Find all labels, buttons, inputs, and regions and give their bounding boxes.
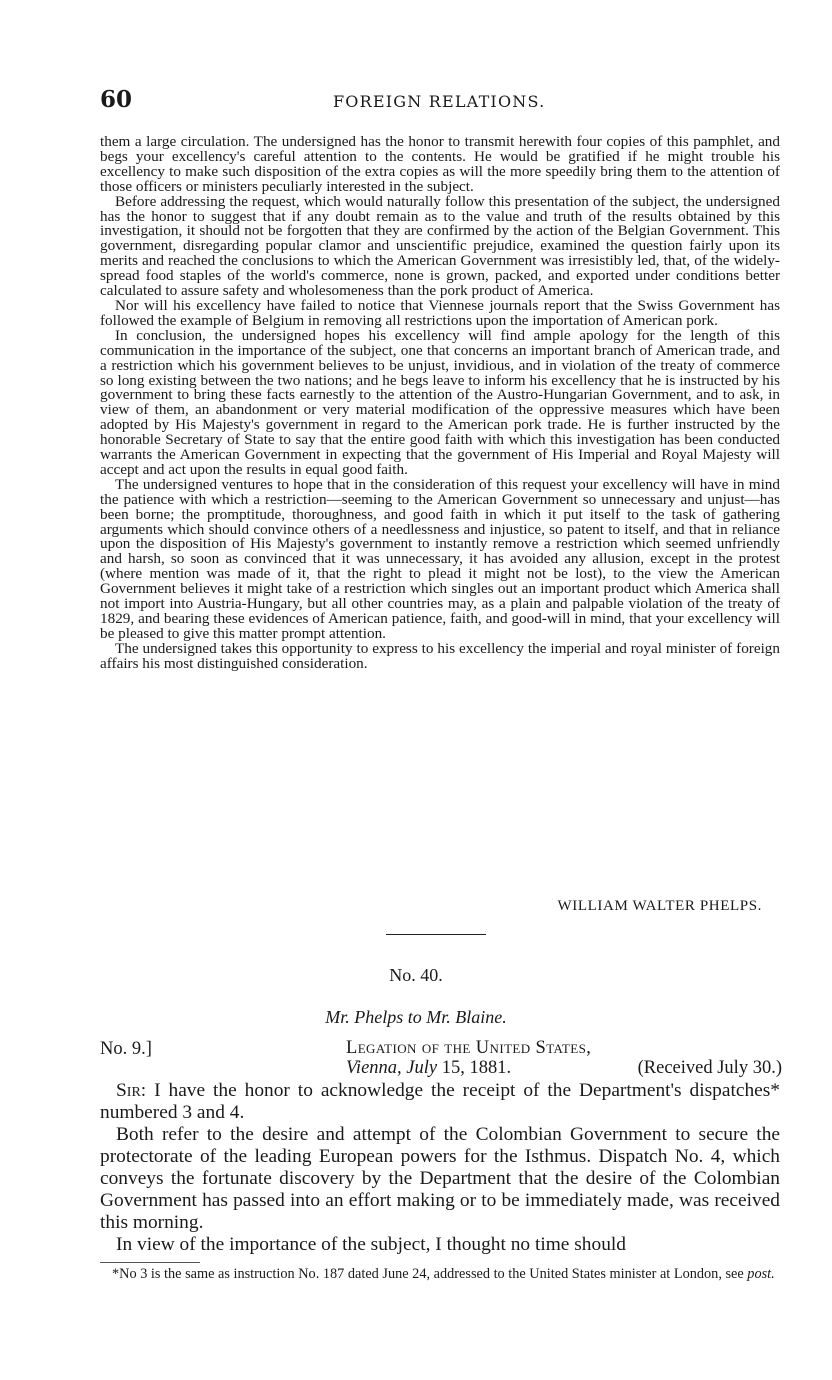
received-date: (Received July 30.)	[637, 1058, 782, 1078]
signature: WILLIAM WALTER PHELPS.	[557, 898, 762, 914]
paragraph: Nor will his excellency have failed to notice that Viennese journals report that the Swiss Government has followed the example of Belgium in removing all restrictions upon the importation of American pork.	[100, 296, 780, 329]
paragraph: Before addressing the request, which would naturally follow this presentation of the subject, the undersigned has the honor to suggest that if any doubt remain as to the value and truth of the results obtained by this investigation, it should not be forgotten that they are confirmed by the action of the Belgian Government. This government, disregarding popular clamor and unscientific prejudice, examined the question fairly upon its merits and reached the conclusions to which the American Government was irresistibly led, that, of the widely-spread food staples of the world's commerce, none is grown, packed, and exported under conditions better calculated to assure safety and wholesomeness than the pork product of America.	[100, 192, 780, 300]
date-rest: 15, 1881.	[437, 1058, 512, 1078]
footnote-see: post.	[747, 1266, 775, 1282]
paragraph-text: : I have the honor to acknowledge the receipt of the Department's dispatches* numbered 3 and 4.	[100, 1080, 780, 1123]
section-divider	[386, 934, 486, 935]
letter-continuation	[100, 135, 780, 672]
paragraph: The undersigned ventures to hope that in the consideration of this request your excellency will have in mind the patience with which a restriction—seeming to the American Government so unnecessary and unjust—has been borne; the promptitude, thoroughness, and good faith in which it put itself to the task of gathering arguments which should convince others of a needlessness and injustice, so patent to itself, and that in reliance upon the disposition of His Majesty's government to instantly remove a restriction which seemed unfriendly and harsh, so soon as convinced that it was unnecessary, it has avoided any allusion, except in the protest (where mention was made of it, that the right to plead it might not be lost), to the view the American Government believes it might take of a restriction which singles out an important product which America shall not import into Austria-Hungary, but all other countries may, as a plain and palpable violation of the treaty of 1829, and bearing these evidences of American patience, faith, and good-will in mind, that your excellency will be pleased to give this matter prompt attention.	[100, 475, 780, 642]
paragraph	[100, 1080, 780, 1124]
dispatch-number: No. 9.]	[100, 1039, 152, 1059]
paragraph: In view of the importance of the subject, I thought no time should	[116, 1234, 626, 1255]
running-head: FOREIGN RELATIONS.	[333, 92, 546, 111]
footnote	[100, 1266, 780, 1282]
letter-body	[100, 1080, 780, 1256]
document-title: Mr. Phelps to Mr. Blaine.	[325, 1007, 507, 1027]
paragraph: Both refer to the desire and attempt of the Colombian Government to secure the protectorate of the leading European powers for the Isthmus. Dispatch No. 4, which conveys the fortunate discovery by the Department that the desire of the Colombian Government has passed into an effort making or to be immediately made, was received this morning.	[100, 1124, 780, 1233]
legation-text: Legation of the United States,	[346, 1038, 592, 1058]
dateline	[346, 1058, 782, 1079]
document-number: No. 40.	[389, 965, 443, 985]
salutation: Sir	[116, 1080, 141, 1101]
paragraph: The undersigned takes this opportunity to express to his excellency the imperial and royal minister of foreign affairs his most distinguished consideration.	[100, 639, 780, 672]
footnote-divider	[100, 1262, 200, 1263]
place-date: Vienna, July	[346, 1058, 438, 1078]
page-number: 60	[100, 86, 133, 113]
paragraph: In conclusion, the undersigned hopes his excellency will find ample apology for the length of this communication in the importance of the subject, one that concerns an important branch of American trade, and a restriction which his government believes to be unjust, invidious, and in violation of the treaty of commerce so long existing between the two nations; and he begs leave to inform his excellency that he is instructed by his government to bring these facts earnestly to the attention of the Austro-Hungarian Government, and to ask, in view of them, an abandonment or very material modification of the oppressive measures which have been adopted by His Majesty's government in regard to the American pork trade. He is further instructed by the honorable Secretary of State to say that the entire good faith with which this investigation has been conducted warrants the American Government in expecting that the government of His Imperial and Royal Majesty will accept and act upon the results in equal good faith.	[100, 326, 780, 478]
footnote-text: *No 3 is the same as instruction No. 187 dated June 24, addressed to the United States minister at London, see	[112, 1266, 748, 1282]
page-header	[100, 86, 780, 116]
paragraph: them a large circulation. The undersigned has the honor to transmit herewith four copies of this pamphlet, and begs your excellency's careful attention to the contents. He would be gratified if he might trouble his excellency to make such disposition of the extra copies as will the more speedily bring them to the attention of those officers or ministers peculiarly interested in the subject.	[100, 133, 780, 195]
legation-heading	[346, 1038, 591, 1059]
